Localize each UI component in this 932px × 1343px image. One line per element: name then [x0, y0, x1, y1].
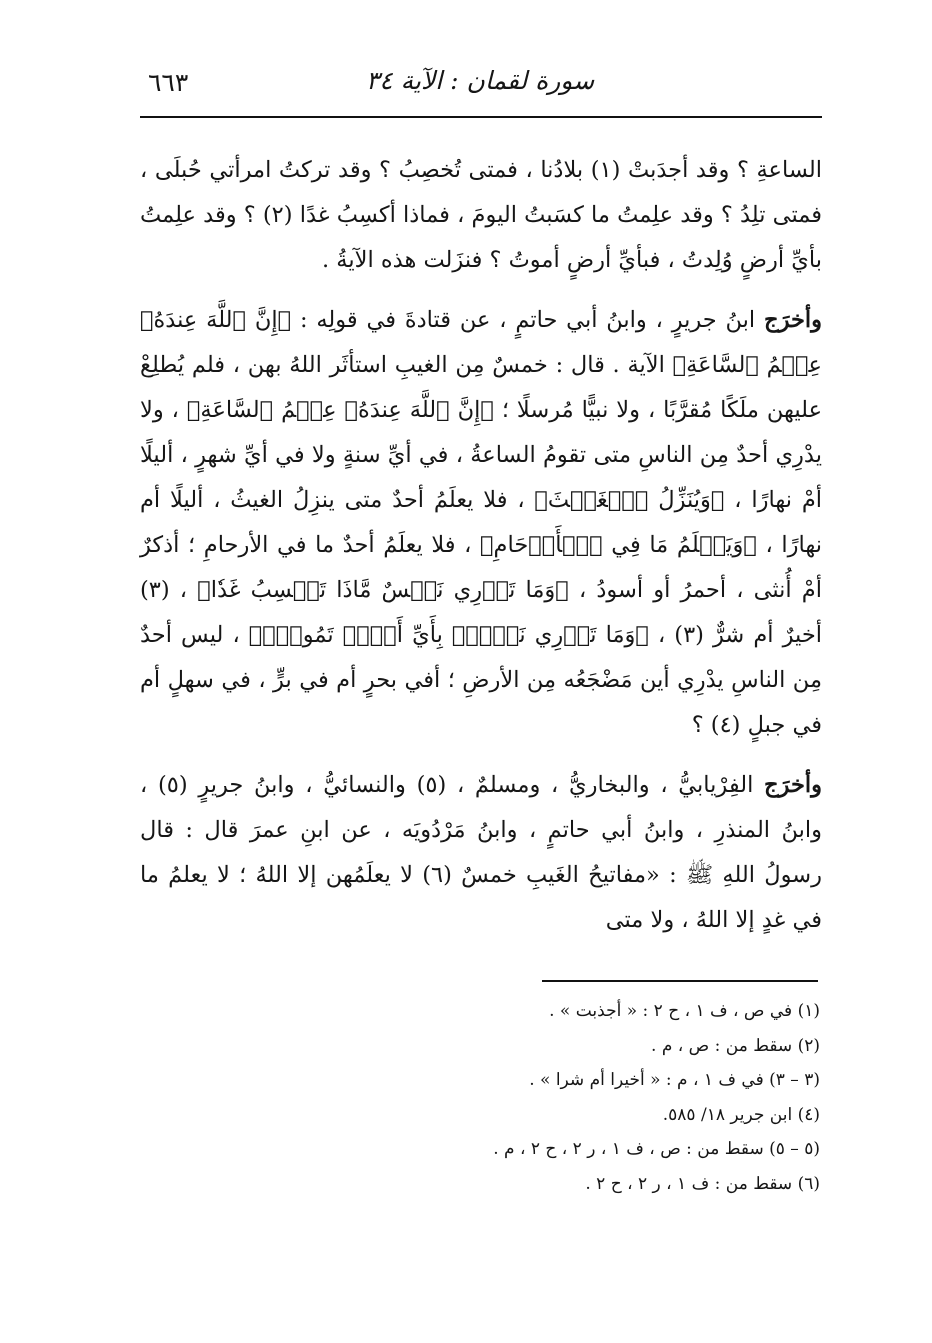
footnote-2: (٢) سقط من : ص ، م .	[651, 1035, 820, 1056]
paragraph-text: الفِرْيابيُّ ، والبخاريُّ ، ومسلمٌ ، (٥) والنسائيُّ ، وابنُ جريرٍ (٥) ، وابنُ المنذرِ ، وابنُ أبي حاتمٍ ، وابنُ مَرْدُويَه ، عن ابنِ عمرَ قال : قال رسولُ اللهِ ﷺ : «مفاتيحُ الغَيبِ خمسٌ (٦) لا يعلَمُهن إلا اللهُ ؛ لا يعلمُ ما في غدٍ إلا اللهُ ، ولا متى	[140, 772, 822, 933]
footnote-5: (٥ – ٥) سقط من : ص ، ف ١ ، ر ٢ ، ح ٢ ، م .	[493, 1139, 820, 1159]
footnote-1: (١) في ص ، ف ١ ، ح ٢ : « أجذبت » .	[549, 1001, 820, 1021]
main-text	[140, 148, 822, 943]
running-title: سورة لقمان : الآية ٣٤	[365, 66, 595, 95]
paragraph-opening: وأخرَج	[764, 307, 823, 333]
footnote-separator	[542, 980, 818, 982]
paragraph-opening: وأخرَج	[764, 772, 822, 798]
page-header	[140, 62, 820, 112]
footnote-3: (٣ – ٣) في ف ١ ، م : « أخيرا أم شرا » .	[529, 1070, 820, 1090]
header-rule	[140, 116, 822, 118]
footnote-6: (٦) سقط من : ف ١ ، ر ٢ ، ح ٢ .	[585, 1173, 820, 1194]
paragraph-text: ابنُ جريرٍ ، وابنُ أبي حاتمٍ ، عن قتادةَ في قولِه : ﴿إِنَّ ٱللَّهَ عِندَهُۥ عِلۡمُ ٱلسَّاعَةِ﴾ الآية . قال : خمسٌ مِن الغيبِ استأثَر اللهُ بهن ، فلم يُطلِعْ عليهن ملَكًا مُقرَّبًا ، ولا نبيًّا مُرسلًا ؛ ﴿إِنَّ ٱللَّهَ عِندَهُۥ عِلۡمُ ٱلسَّاعَةِ﴾ ، ولا يدْرِي أحدٌ مِن الناسِ متى تقومُ الساعةُ ، في أيِّ سنةٍ ولا في أيِّ شهرٍ ، أليلًا أمْ نهارًا ، ﴿وَيُنَزِّلُ ٱلۡغَيۡثَ﴾ ، فلا يعلَمُ أحدٌ متى ينزِلُ الغيثُ ، أليلًا أم نهارًا ، ﴿وَيَعۡلَمُ مَا فِي ٱلۡأَرۡحَامِ﴾ ، فلا يعلَمُ أحدٌ ما في الأرحامِ ؛ أذكرٌ أمْ أُنثى ، أحمرُ أو أسودُ ، ﴿وَمَا تَدۡرِي نَفۡسٌ مَّاذَا تَكۡسِبُ غَدٗا﴾ ، (٣) أخيرٌ أم شرٌّ (٣) ، ﴿وَمَا تَدۡرِي نَفۡسُۢ بِأَيِّ أَرۡضٖ تَمُوتُۚ﴾ ، ليس أحدٌ مِن الناسِ يدْرِي أين مَضْجَعُه مِن الأرضِ ؛ أفي بحرٍ أم في برٍّ ، في سهلٍ أم في جبلٍ (٤) ؟	[140, 307, 822, 738]
paragraph-1	[140, 148, 822, 283]
footnote-4: (٤) ابن جرير ١٨/ ٥٨٥.	[662, 1104, 820, 1125]
paragraph-2	[140, 298, 822, 748]
footnotes	[300, 994, 820, 1201]
paragraph-3	[140, 763, 822, 943]
paragraph-text: الساعةِ ؟ وقد أجدَبتْ (١) بلادُنا ، فمتى تُخصِبُ ؟ وقد تركتُ امرأتي حُبلَى ، فمتى تلِدُ ؟ وقد علِمتُ ما كسَبتُ اليومَ ، فماذا أكسِبُ غدًا (٢) ؟ وقد علِمتُ بأيِّ أرضٍ وُلِدتُ ، فبأيِّ أرضٍ أموتُ ؟ فنزَلت هذه الآيةُ .	[140, 157, 823, 273]
page-number: ٦٦٣	[148, 68, 189, 97]
